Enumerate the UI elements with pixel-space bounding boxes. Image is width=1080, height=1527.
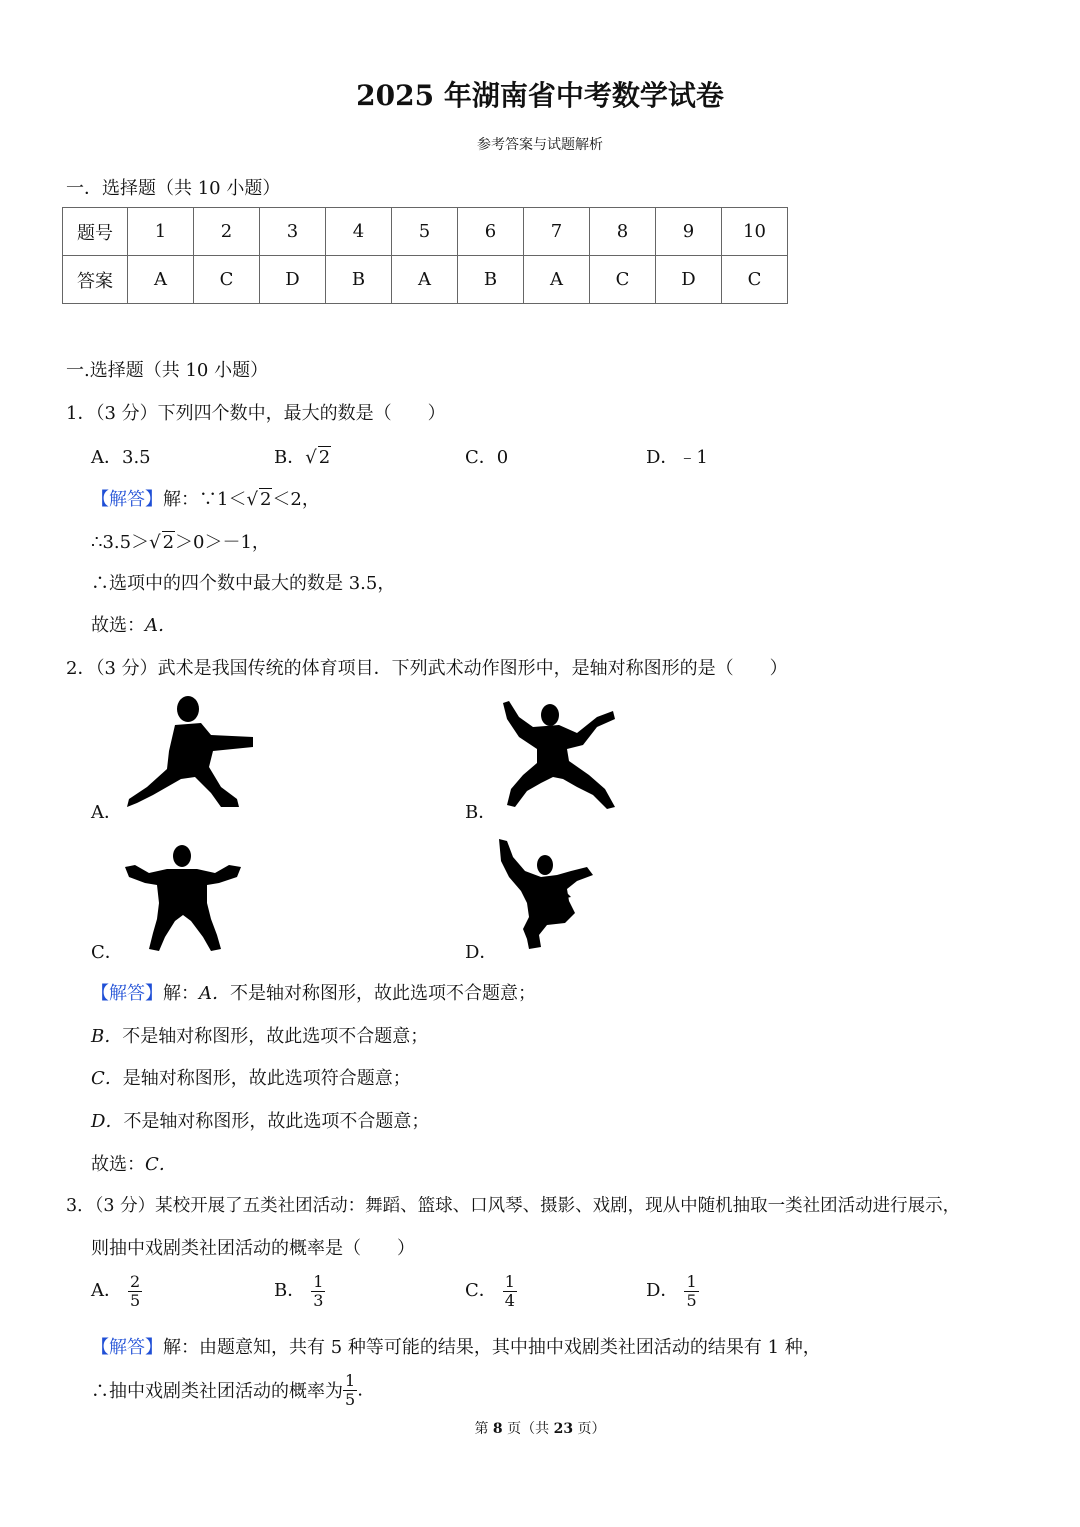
footer-page-number: 8 bbox=[492, 1421, 503, 1437]
table-cell: 10 bbox=[722, 208, 788, 256]
option-label: D． bbox=[646, 1280, 679, 1302]
q1-option-c: C．0 bbox=[465, 447, 509, 468]
table-cell: B bbox=[326, 256, 392, 304]
option-label: B． bbox=[274, 447, 306, 468]
denominator: 5 bbox=[345, 1389, 356, 1409]
answer-letter: C． bbox=[145, 1154, 177, 1175]
q3-option-d bbox=[646, 1273, 699, 1309]
question-2-stem: 2．（3 分）武术是我国传统的体育项目．下列武术动作图形中，是轴对称图形的是（ ） bbox=[66, 658, 788, 679]
question-3-stem: 3．（3 分）某校开展了五类社团活动：舞蹈、篮球、口风琴、摄影、戏剧，现从中随机抽取一类社团活动进行展示， bbox=[66, 1196, 961, 1216]
fraction bbox=[128, 1273, 142, 1309]
q3-option-b bbox=[274, 1273, 325, 1309]
table-cell: D bbox=[260, 256, 326, 304]
denominator: 5 bbox=[686, 1290, 697, 1310]
solution-text: 解： bbox=[163, 983, 199, 1004]
table-header-label: 题号 bbox=[63, 208, 128, 256]
q1-option-d: D．﹣1 bbox=[646, 447, 708, 468]
page-subtitle: 参考答案与试题解析 bbox=[477, 137, 603, 153]
table-row-answers bbox=[63, 256, 788, 304]
q3-option-a bbox=[91, 1273, 142, 1309]
q2-option-d: D． bbox=[465, 942, 498, 963]
footer-text: 页） bbox=[573, 1421, 606, 1437]
table-row-numbers bbox=[63, 208, 788, 256]
q2-solution-line-3 bbox=[91, 1064, 411, 1090]
table-cell: C bbox=[722, 256, 788, 304]
solution-text: 是轴对称图形，故此选项符合题意； bbox=[122, 1068, 411, 1089]
table-cell: 9 bbox=[656, 208, 722, 256]
table-cell: A bbox=[524, 256, 590, 304]
table-cell: 3 bbox=[260, 208, 326, 256]
table-cell: 4 bbox=[326, 208, 392, 256]
table-cell: 7 bbox=[524, 208, 590, 256]
q1-option-a: A．3.5 bbox=[91, 447, 151, 468]
table-cell: C bbox=[590, 256, 656, 304]
table-answer-label: 答案 bbox=[63, 256, 128, 304]
q2-solution-line-1 bbox=[91, 979, 536, 1005]
q2-option-b: B． bbox=[465, 802, 497, 823]
q3-solution-line-2 bbox=[91, 1372, 363, 1408]
table-cell: 1 bbox=[128, 208, 194, 256]
numerator: 1 bbox=[313, 1272, 324, 1291]
sqrt-symbol: √ 2 bbox=[149, 532, 175, 553]
solution-text: ＜2， bbox=[272, 489, 320, 510]
table-cell: D bbox=[656, 256, 722, 304]
table-cell: A bbox=[128, 256, 194, 304]
q1-solution-line-4 bbox=[91, 611, 176, 637]
radicand: 2 bbox=[318, 447, 331, 468]
denominator: 5 bbox=[130, 1290, 141, 1310]
martial-arts-figure-c bbox=[125, 845, 243, 953]
numerator: 2 bbox=[130, 1272, 141, 1291]
table-cell: 6 bbox=[458, 208, 524, 256]
answer-table bbox=[62, 207, 788, 304]
martial-arts-figure-d bbox=[497, 837, 597, 952]
fraction bbox=[343, 1372, 357, 1408]
numerator: 1 bbox=[686, 1272, 697, 1291]
answer-letter: B． bbox=[91, 1026, 123, 1047]
answer-letter: D． bbox=[91, 1111, 124, 1132]
page-footer bbox=[0, 1418, 1080, 1438]
footer-text: 页（共 bbox=[502, 1421, 554, 1437]
footer-total-pages: 23 bbox=[553, 1421, 574, 1437]
solution-text: 故选： bbox=[91, 615, 145, 636]
fraction bbox=[503, 1273, 517, 1309]
q3-solution-line-1 bbox=[91, 1333, 821, 1359]
radicand: 2 bbox=[162, 532, 175, 553]
radicand: 2 bbox=[259, 489, 272, 510]
denominator: 3 bbox=[313, 1290, 324, 1310]
footer-text: 第 bbox=[474, 1421, 493, 1437]
solution-text: 不是轴对称图形，故此选项不合题意； bbox=[230, 983, 536, 1004]
fraction bbox=[311, 1273, 325, 1309]
martial-arts-figure-a bbox=[125, 695, 255, 810]
solution-tag: 【解答】 bbox=[91, 489, 163, 510]
option-label: C． bbox=[465, 1280, 497, 1302]
solution-text: 不是轴对称图形，故此选项不合题意； bbox=[123, 1111, 430, 1132]
section-heading-1: 一．选择题（共 10 小题） bbox=[66, 178, 281, 199]
q3-option-c bbox=[465, 1273, 517, 1309]
solution-tag: 【解答】 bbox=[91, 983, 163, 1004]
q2-solution-line-4 bbox=[91, 1107, 429, 1133]
solution-text: ∴抽中戏剧类社团活动的概率为 bbox=[91, 1381, 343, 1403]
martial-arts-figure-b bbox=[497, 697, 617, 812]
q1-solution-line-1 bbox=[91, 485, 320, 511]
answer-letter: A． bbox=[199, 983, 230, 1004]
option-label: B． bbox=[274, 1280, 306, 1302]
sqrt-symbol: √ 2 bbox=[246, 489, 272, 510]
solution-text: 解：由题意知，共有 5 种等可能的结果，其中抽中戏剧类社团活动的结果有 1 种， bbox=[163, 1337, 821, 1358]
solution-text: . bbox=[357, 1379, 363, 1401]
numerator: 1 bbox=[504, 1272, 515, 1291]
q2-option-c: C． bbox=[91, 942, 123, 963]
q2-solution-line-5 bbox=[91, 1150, 177, 1176]
question-3-stem-continued: 则抽中戏剧类社团活动的概率是（ ） bbox=[91, 1238, 415, 1259]
table-cell: 5 bbox=[392, 208, 458, 256]
table-cell: C bbox=[194, 256, 260, 304]
denominator: 4 bbox=[504, 1290, 515, 1310]
solution-tag: 【解答】 bbox=[91, 1337, 163, 1358]
answer-letter: C． bbox=[91, 1068, 123, 1089]
table-cell: B bbox=[458, 256, 524, 304]
option-label: A． bbox=[91, 1280, 122, 1302]
page-title: 2025 年湖南省中考数学试卷 bbox=[356, 79, 724, 112]
q2-solution-line-2 bbox=[91, 1022, 428, 1048]
question-1-stem: 1．（3 分）下列四个数中，最大的数是（ ） bbox=[66, 403, 446, 424]
solution-text: ＞0＞－1， bbox=[175, 532, 270, 553]
answer-letter: A． bbox=[145, 615, 176, 636]
numerator: 1 bbox=[345, 1371, 356, 1390]
fraction bbox=[684, 1273, 698, 1309]
solution-text: 不是轴对称图形，故此选项不合题意； bbox=[122, 1026, 429, 1047]
solution-text: ∴3.5＞ bbox=[91, 532, 150, 553]
section-heading-2: 一.选择题（共 10 小题） bbox=[66, 360, 269, 381]
q1-solution-line-2 bbox=[91, 528, 270, 554]
table-cell: 8 bbox=[590, 208, 656, 256]
solution-text: 解：∵1＜ bbox=[163, 489, 247, 510]
sqrt-symbol: √ 2 bbox=[305, 447, 331, 468]
table-cell: 2 bbox=[194, 208, 260, 256]
q1-option-b bbox=[274, 443, 331, 469]
q2-option-a: A． bbox=[91, 802, 122, 823]
table-cell: A bbox=[392, 256, 458, 304]
solution-text: 故选： bbox=[91, 1154, 145, 1175]
q1-solution-line-3: ∴选项中的四个数中最大的数是 3.5， bbox=[91, 573, 396, 594]
